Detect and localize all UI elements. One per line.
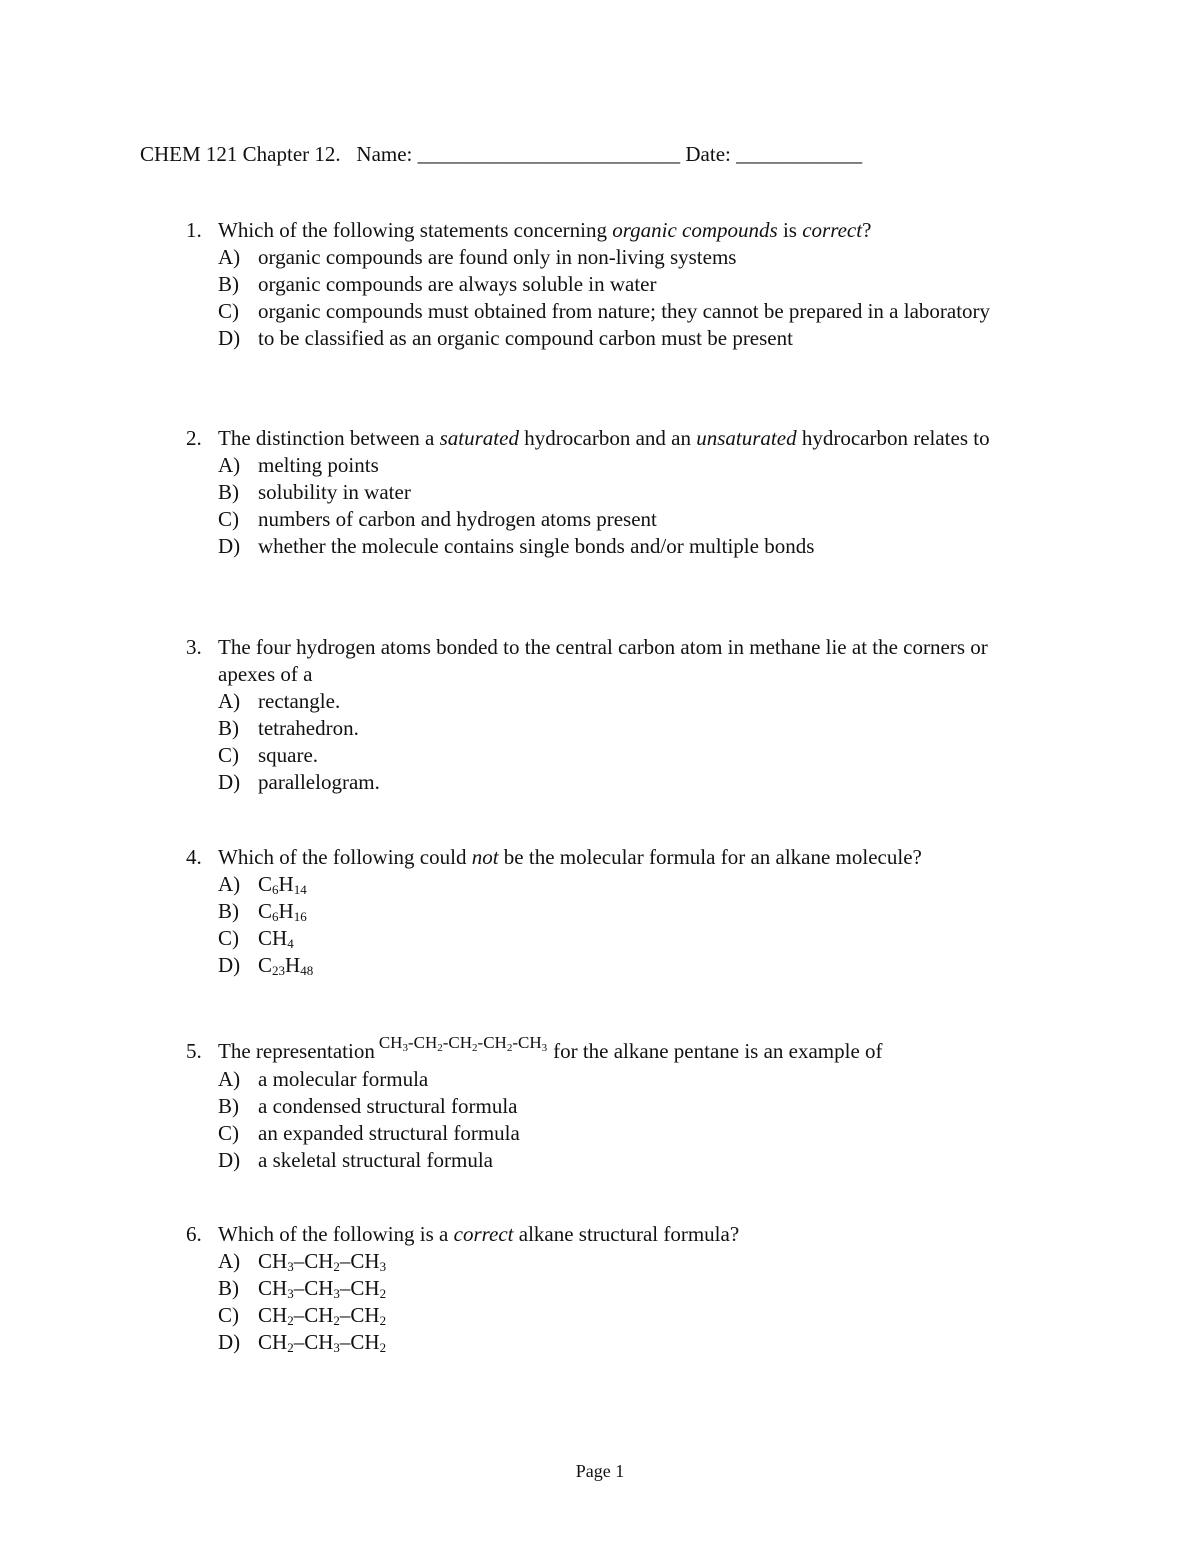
answer-option[interactable]: A) melting points: [218, 453, 379, 477]
question-stem: Which of the following is a correct alkane structural formula?: [218, 1222, 740, 1246]
answer-option[interactable]: B) a condensed structural formula: [218, 1094, 518, 1118]
answer-option[interactable]: C) $CH_4$: [218, 925, 1006, 952]
question-2: [186, 425, 1006, 560]
question-stem: Which of the following could not be the molecular formula for an alkane molecule?: [218, 845, 922, 869]
question-5: [186, 1033, 1006, 1174]
answer-option[interactable]: B) organic compounds are always soluble in water: [218, 272, 657, 296]
date-label: Date:: [685, 142, 731, 166]
option-formula: $C_6H_{14}$: [258, 872, 307, 897]
course-title: CHEM 121 Chapter 12.: [140, 142, 341, 166]
question-stem: Which of the following statements concerning organic compounds is correct?: [218, 218, 872, 242]
answer-option[interactable]: D) parallelogram.: [218, 770, 380, 794]
answer-option[interactable]: C) organic compounds must obtained from nature; they cannot be prepared in a laboratory: [218, 299, 991, 323]
answer-option[interactable]: B) tetrahedron.: [218, 716, 359, 740]
name-blank: _________________________: [417, 142, 681, 166]
answer-option[interactable]: A) rectangle.: [218, 689, 341, 713]
answer-option[interactable]: A) $C_6H_{14}$: [218, 871, 1006, 898]
worksheet-header: [140, 142, 862, 167]
question-3: [186, 634, 1006, 796]
option-formula: $C_{23}H_{48}$: [258, 953, 314, 978]
answer-option[interactable]: C) numbers of carbon and hydrogen atoms present: [218, 507, 657, 531]
date-blank: ____________: [736, 142, 863, 166]
option-formula: $CH_4$: [258, 926, 294, 951]
page-footer: Page 1: [575, 1461, 625, 1481]
question-1: [186, 217, 1006, 352]
question-stem: The four hydrogen atoms bonded to the central carbon atom in methane lie at the corners or apexes of a: [218, 635, 988, 686]
answer-option[interactable]: A) organic compounds are found only in non-living systems: [218, 245, 737, 269]
answer-option[interactable]: A) a molecular formula: [218, 1067, 429, 1091]
answer-option[interactable]: A) $CH_3-CH_2-CH_3$: [218, 1248, 1006, 1275]
question-number: 3.: [186, 635, 202, 659]
answer-option[interactable]: C) an expanded structural formula: [218, 1121, 520, 1145]
answer-option[interactable]: D) whether the molecule contains single bonds and/or multiple bonds: [218, 534, 815, 558]
name-label: Name:: [356, 142, 413, 166]
answer-option[interactable]: D) a skeletal structural formula: [218, 1148, 493, 1172]
question-number: 5.: [186, 1039, 202, 1063]
question-number: 2.: [186, 426, 202, 450]
option-formula: $CH_3-CH_2-CH_3$: [258, 1249, 387, 1274]
answer-option[interactable]: D) $C_{23}H_{48}$: [218, 952, 1006, 979]
option-formula: $CH_3-CH_3-CH_2$: [258, 1276, 387, 1301]
answer-option[interactable]: D) to be classified as an organic compound carbon must be present: [218, 326, 793, 350]
question-number: 4.: [186, 845, 202, 869]
answer-option[interactable]: D) $CH_2-CH_3-CH_2$: [218, 1329, 1006, 1356]
answer-option[interactable]: C) square.: [218, 743, 319, 767]
option-formula: $CH_2-CH_3-CH_2$: [258, 1330, 387, 1355]
question-4: [186, 844, 1006, 979]
question-number: 1.: [186, 218, 202, 242]
pentane-formula: CH3-CH2-CH2-CH2-CH3: [378, 1033, 548, 1054]
answer-option[interactable]: B) $CH_3-CH_3-CH_2$: [218, 1275, 1006, 1302]
question-stem: The distinction between a saturated hydrocarbon and an unsaturated hydrocarbon relates to: [218, 426, 990, 450]
question-stem: The representation $^{CH_3-CH_2-CH_2-CH_2-CH_3}$ for the alkane pentane is an example of: [218, 1033, 883, 1063]
question-number: 6.: [186, 1222, 202, 1246]
answer-option[interactable]: B) $C_6H_{16}$: [218, 898, 1006, 925]
answer-option[interactable]: C) $CH_2-CH_2-CH_2$: [218, 1302, 1006, 1329]
answer-option[interactable]: B) solubility in water: [218, 480, 411, 504]
question-6: [186, 1221, 1006, 1356]
option-formula: $CH_2-CH_2-CH_2$: [258, 1303, 387, 1328]
option-formula: $C_6H_{16}$: [258, 899, 307, 924]
